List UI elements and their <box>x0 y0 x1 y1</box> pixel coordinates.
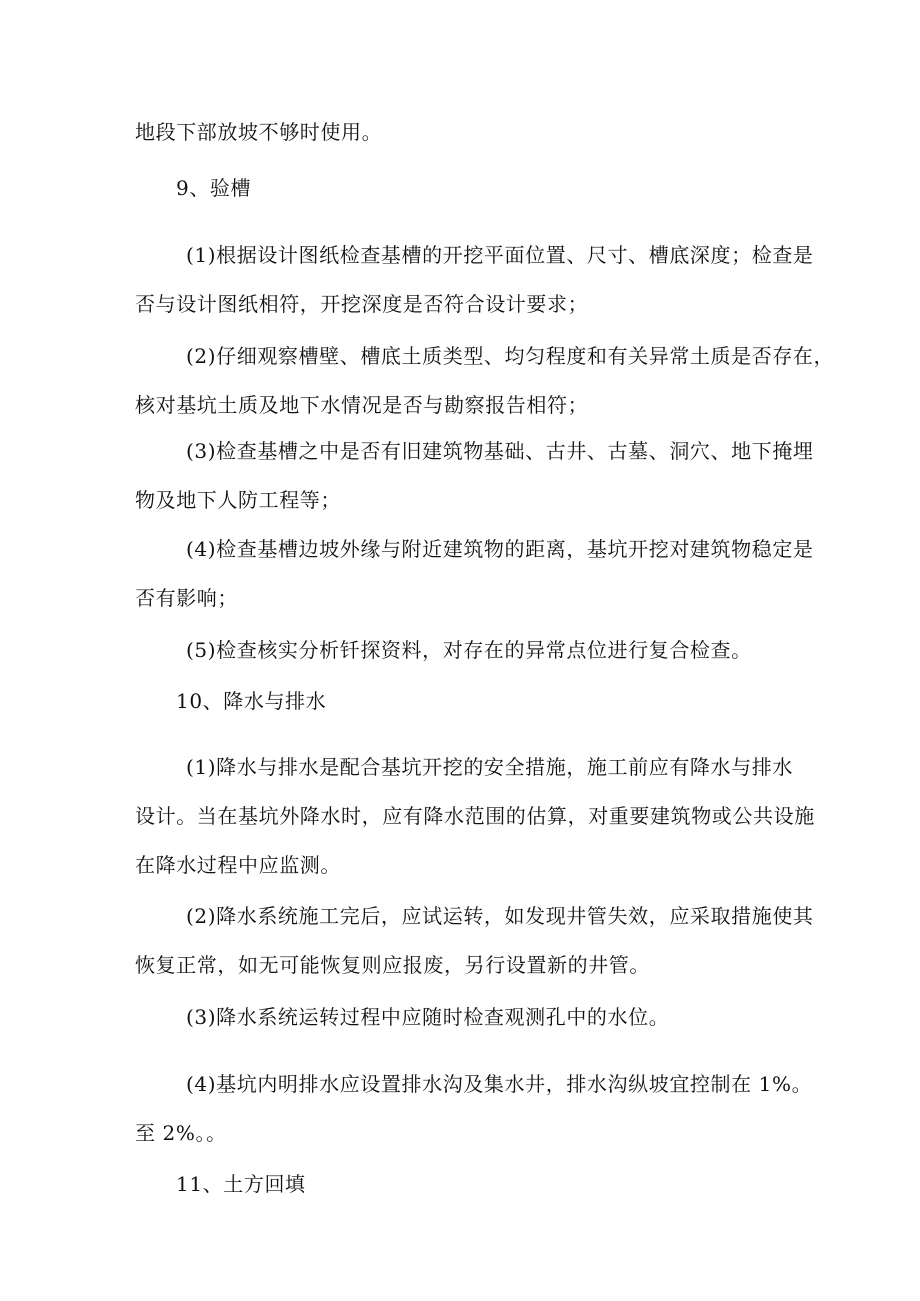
section-heading: 10、降水与排水 <box>176 689 327 713</box>
paragraph-line: 地段下部放坡不够时使用。 <box>135 120 383 144</box>
paragraph-line: (5)检查核实分析钎探资料，对存在的异常点位进行复合检查。 <box>186 638 752 662</box>
paragraph-line: (3)检查基槽之中是否有旧建筑物基础、古井、古墓、洞穴、地下掩埋 <box>186 439 814 463</box>
paragraph-line: (4)检查基槽边坡外缘与附近建筑物的距离，基坑开挖对建筑物稳定是 <box>186 537 814 561</box>
paragraph-line: (4)基坑内明排水应设置排水沟及集水井，排水沟纵坡宜控制在 1%。 <box>186 1072 813 1096</box>
paragraph-line: (3)降水系统运转过程中应随时检查观测孔中的水位。 <box>186 1005 670 1029</box>
paragraph-line: (2)降水系统施工完后，应试运转，如发现井管失效，应采取措施使其 <box>186 904 814 928</box>
paragraph-line: 至 2%。。 <box>135 1121 227 1145</box>
paragraph-line: 设计。当在基坑外降水时，应有降水范围的估算，对重要建筑物或公共设施 <box>135 804 815 828</box>
section-heading: 11、土方回填 <box>176 1172 306 1196</box>
paragraph-line: 恢复正常，如无可能恢复则应报废，另行设置新的井管。 <box>135 953 650 977</box>
paragraph-line: 否有影响； <box>135 586 238 610</box>
paragraph-line: 否与设计图纸相符，开挖深度是否符合设计要求； <box>135 292 589 316</box>
paragraph-line: 在降水过程中应监测。 <box>135 853 341 877</box>
paragraph-line: (2)仔细观察槽壁、槽底土质类型、均匀程度和有关异常土质是否存在， <box>186 344 835 368</box>
paragraph-line: (1)降水与排水是配合基坑开挖的安全措施，施工前应有降水与排水 <box>186 755 793 779</box>
paragraph-line: (1)根据设计图纸检查基槽的开挖平面位置、尺寸、槽底深度；检查是 <box>186 243 814 267</box>
section-heading: 9、验槽 <box>176 176 252 200</box>
paragraph-line: 物及地下人防工程等； <box>135 488 341 512</box>
paragraph-line: 核对基坑土质及地下水情况是否与勘察报告相符； <box>135 393 589 417</box>
